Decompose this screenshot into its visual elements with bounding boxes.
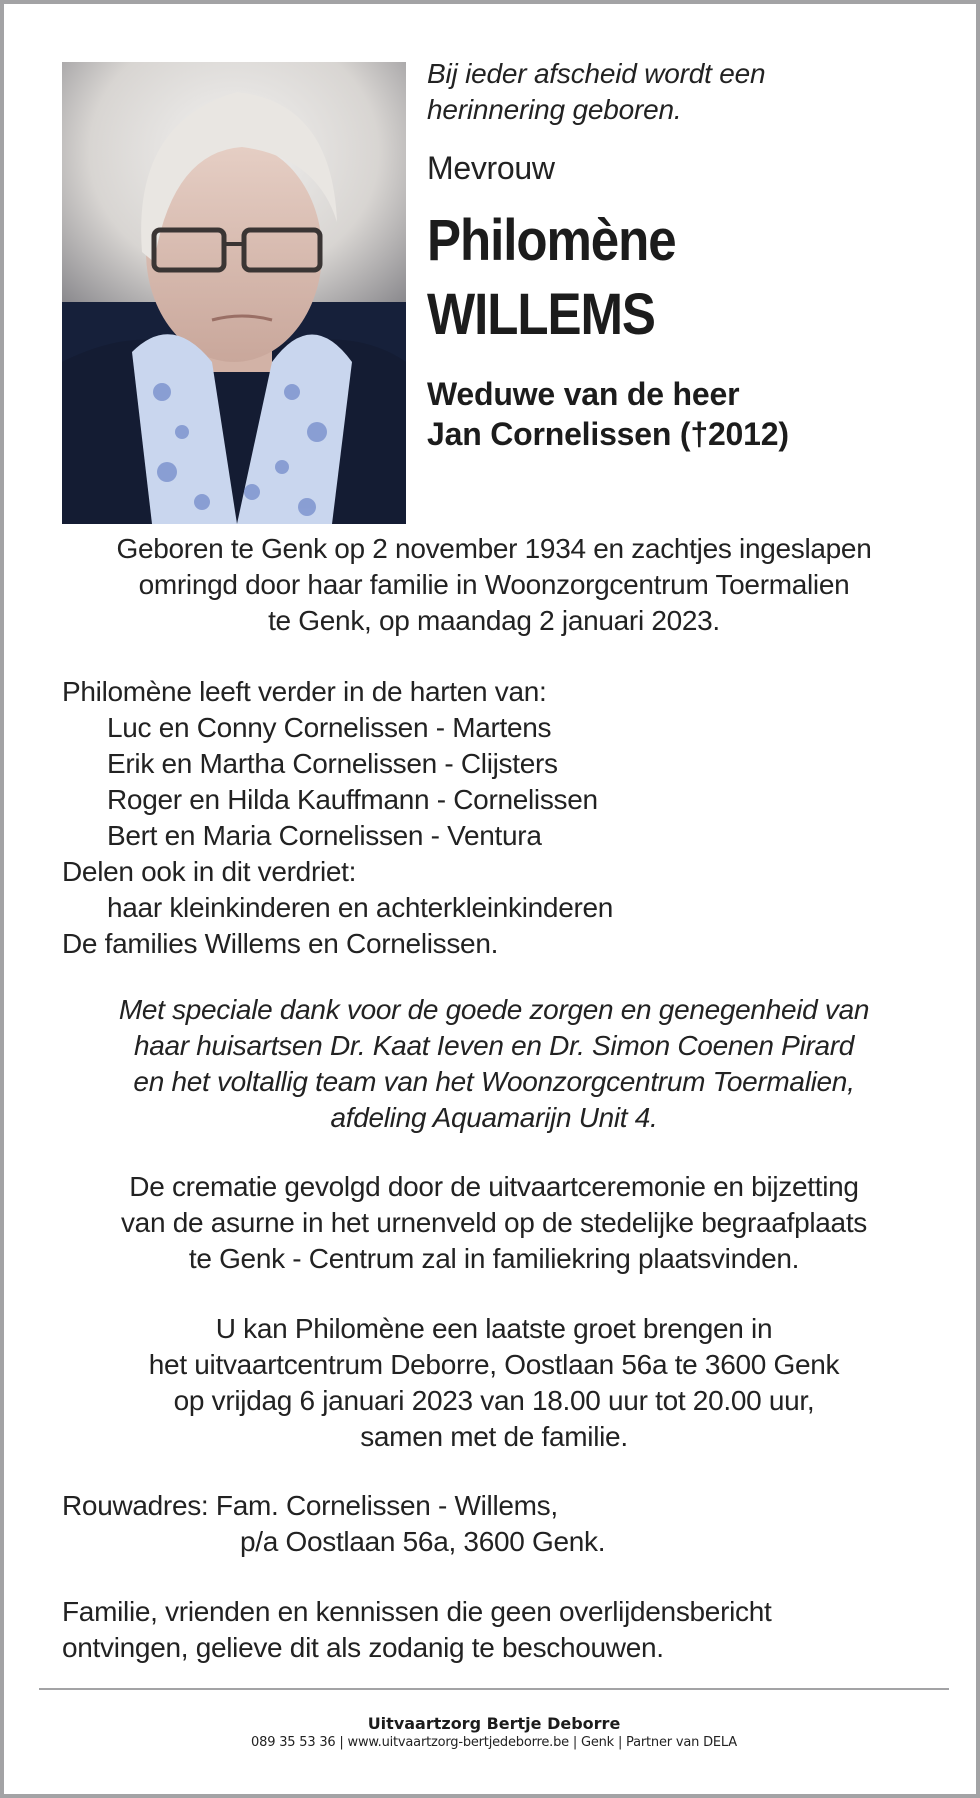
- family-list: [62, 674, 926, 962]
- families: De families Willems en Cornelissen.: [62, 928, 499, 959]
- footer-divider: [39, 1688, 949, 1690]
- birth-death-paragraph: Geboren te Genk op 2 november 1934 en zachtjes ingeslapen omringd door haar familie in Woonzorgcentrum Toermalien te Genk, op maandag 2 januari 2023.: [116, 533, 872, 636]
- first-name: Philomène: [427, 208, 676, 273]
- family-member: Luc en Conny Cornelissen - Martens: [107, 712, 552, 743]
- visitation-paragraph: U kan Philomène een laatste groet brengen in het uitvaartcentrum Deborre, Oostlaan 56a te 3600 Genk op vrijdag 6 januari 2023 van 18.00 uur tot 20.00 uur, samen met de familie.: [148, 1313, 840, 1452]
- family-intro: Philomène leeft verder in de harten van:: [62, 676, 547, 707]
- motto: Bij ieder afscheid wordt een herinnering geboren.: [427, 58, 766, 125]
- family-member: Roger en Hilda Kauffmann - Cornelissen: [107, 784, 598, 815]
- ceremony-paragraph: De crematie gevolgd door de uitvaartceremonie en bijzetting van de asurne in het urnenveld op de stedelijke begraafplaats te Genk - Centrum zal in familiekring plaatsvinden.: [120, 1171, 867, 1274]
- footer: [4, 1714, 980, 1752]
- last-name: WILLEMS: [427, 282, 655, 347]
- header-block: [427, 56, 947, 454]
- funeral-home-name: Uitvaartzorg Bertje Deborre: [367, 1714, 621, 1733]
- thanks-paragraph: Met speciale dank voor de goede zorgen en genegenheid van haar huisartsen Dr. Kaat Ieven en Dr. Simon Coenen Pirard en het voltallig team van het Woonzorgcentrum Toermalien, afdeling Aquamarijn Unit 4.: [118, 994, 870, 1133]
- share-intro: Delen ook in dit verdriet:: [62, 856, 357, 887]
- mourning-address: Rouwadres: Fam. Cornelissen - Willems, p/a Oostlaan 56a, 3600 Genk.: [62, 1490, 606, 1557]
- portrait-photo: [62, 62, 406, 524]
- funeral-home-contact: 089 35 53 36 | www.uitvaartzorg-bertjedeborre.be | Genk | Partner van DELA: [251, 1735, 737, 1750]
- notice-paragraph: Familie, vrienden en kennissen die geen overlijdensbericht ontvingen, gelieve dit als zodanig te beschouwen.: [62, 1596, 772, 1663]
- family-member: Erik en Martha Cornelissen - Clijsters: [107, 748, 558, 779]
- widow-of: Weduwe van de heer Jan Cornelissen (†2012): [427, 376, 789, 452]
- deceased-name: [427, 204, 920, 352]
- grandchildren: haar kleinkinderen en achterkleinkinderen: [107, 892, 614, 923]
- title-prefix: Mevrouw: [427, 150, 555, 186]
- family-member: Bert en Maria Cornelissen - Ventura: [107, 820, 542, 851]
- portrait-icon: [62, 62, 406, 524]
